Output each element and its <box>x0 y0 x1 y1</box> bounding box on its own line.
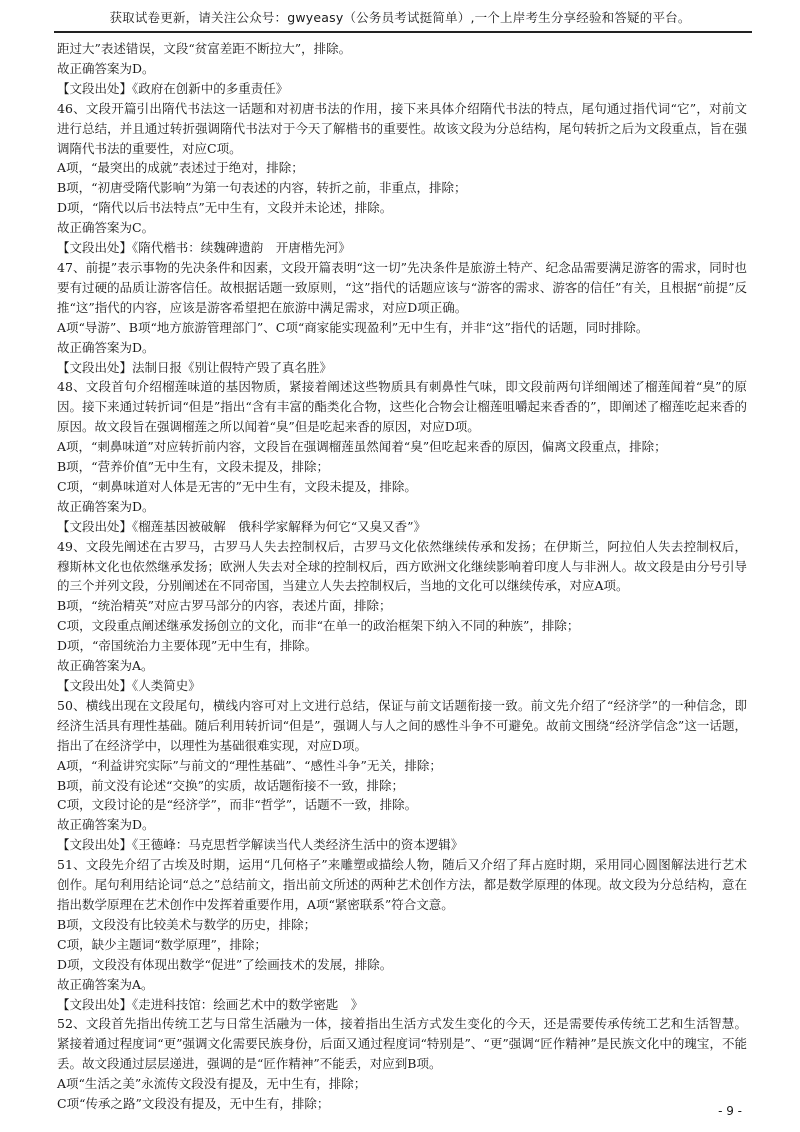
option-analysis: C项，“刺鼻味道对人体是无害的”无中生有，文段未提及，排除。 <box>57 478 417 494</box>
option-analysis: A项，“最突出的成就”表述过于绝对，排除； <box>57 160 304 176</box>
text-line: 距过大”表述错误，文段“贫富差距不断拉大”，排除。 <box>57 41 352 56</box>
source-line: 【文段出处】《隋代楷书：续魏碑遗韵 开唐楷先河》 <box>57 240 351 256</box>
question-48-explanation: 48、文段首句介绍榴莲味道的基因物质，紧接着阐述这些物质具有刺鼻性气味，即文段前两句详细阐述了榴莲闻着“臭”的原因。接下来通过转折词“但是”指出“含有丰富的酯类化合物，这些化合物会让榴莲咀嚼起来香香的”，即阐述了榴莲吃起来香的原因。故文段旨在强调榴莲之所以闻着“臭”但是吃起来香的原因，对应D项。 <box>57 379 747 435</box>
option-analysis: B项，“营养价值”无中生有，文段未提及，排除； <box>57 459 329 475</box>
question-46-explanation: 46、文段开篇引出隋代书法这一话题和对初唐书法的作用，接下来具体介绍隋代书法的特点，尾句通过指代词“它”，对前文进行总结，并且通过转折强调隋代书法对于今天了解楷书的重要性。故该文段为分总结构，尾句转折之后为文段重点，旨在强调隋代书法的重要性，对应C项。 <box>57 100 747 156</box>
option-analysis: C项“传承之路”文段没有提及，无中生有，排除； <box>57 1096 330 1112</box>
option-analysis: A项，“刺鼻味道”对应转折前内容，文段旨在强调榴莲虽然闻着“臭”但吃起来香的原因，偏离文段重点，排除； <box>57 439 667 455</box>
page-header: 获取试卷更新，请关注公众号：gwyeasy（公务员考试挺简单）,一个上岸考生分享经验和答疑的平台。 <box>109 10 691 25</box>
answer-line: 故正确答案为A。 <box>57 976 154 992</box>
option-analysis: D项，“帝国统治力主要体现”无中生有，排除。 <box>57 638 318 654</box>
option-analysis: A项“导游”、B项“地方旅游管理部门”、C项“商家能实现盈利”无中生有，并非“这”指代的话题，同时排除。 <box>57 319 649 335</box>
option-analysis: B项，“初唐受隋代影响”为第一句表述的内容，转折之前，非重点，排除； <box>57 180 467 196</box>
answer-line: 故正确答案为C。 <box>57 220 155 236</box>
answer-line: 故正确答案为D。 <box>57 60 155 76</box>
option-analysis: C项，文段讨论的是“经济学”，而非“哲学”，话题不一致，排除。 <box>57 797 418 813</box>
option-analysis: D项，“隋代以后书法特点”无中生有，文段并未论述，排除。 <box>57 200 393 216</box>
source-line: 【文段出处】《走进科技馆：绘画艺术中的数学密匙 》 <box>57 996 364 1012</box>
source-line: 【文段出处】《政府在创新中的多重责任》 <box>57 80 289 96</box>
question-52-explanation: 52、文段首先指出传统工艺与日常生活融为一体，接着指出生活方式发生变化的今天，还是需要传承传统工艺和生活智慧。紧接着通过程度词“更”强调文化需要民族身份，后面又通过程度词“特别是”、“更”强调“匠作精神”是民族文化中的瑰宝，不能丢。故文段通过层层递进，强调的是“匠作精神”不能丢，对应到B项。 <box>57 1016 747 1072</box>
answer-line: 故正确答案为D。 <box>57 498 155 514</box>
question-47-explanation: 47、前提”表示事物的先决条件和因素，文段开篇表明“这一切”先决条件是旅游土特产、纪念品需要满足游客的需求，同时也要有过硬的品质让游客信任。故根据话题一致原则，“这”指代的话题应该与“游客的需求、游客的信任”有关，且根据“前提”反推“这”指代的内容，应该是游客希望把在旅游中满足需求，对应D项正确。 <box>57 259 747 315</box>
document-body <box>57 39 747 1114</box>
answer-line: 故正确答案为A。 <box>57 658 154 674</box>
option-analysis: B项，文段没有比较美术与数学的历史，排除； <box>57 916 317 932</box>
answer-line: 故正确答案为D。 <box>57 339 155 355</box>
source-line: 【文段出处】《榴莲基因被破解 俄科学家解释为何它“又臭又香”》 <box>57 518 427 534</box>
option-analysis: C项，文段重点阐述继承发扬创立的文化，而非“在单一的政治框架下纳入不同的种族”，排除； <box>57 618 580 634</box>
option-analysis: A项，“利益讲究实际”与前文的“理性基础”、“感性斗争”无关，排除； <box>57 757 442 773</box>
option-analysis: C项，缺少主题词“数学原理”，排除； <box>57 936 267 952</box>
source-line: 【文段出处】法制日报《别让假特产毁了真名胜》 <box>57 359 333 375</box>
header-divider <box>54 31 752 33</box>
answer-line: 故正确答案为D。 <box>57 817 155 833</box>
question-50-explanation: 50、横线出现在文段尾句，横线内容可对上文进行总结，保证与前文话题衔接一致。前文先介绍了“经济学”的一种信念，即经济生活具有理性基础。随后利用转折词“但是”，强调人与人之间的感性斗争不可避免。故前文围绕“经济学信念”这一话题，指出了在经济学中，以理性为基础很难实现，对应D项。 <box>57 697 747 753</box>
option-analysis: B项，前文没有论述“交换”的实质，故话题衔接不一致，排除； <box>57 777 404 793</box>
question-49-explanation: 49、文段先阐述在古罗马，古罗马人失去控制权后，古罗马文化依然继续传承和发扬；在伊斯兰，阿拉伯人失去控制权后，穆斯林文化也依然继承发扬；欧洲人失去对全球的控制权后，西方欧洲文化继续影响着印度人与非洲人。故文段是由分号引导的三个并列文段，分别阐述在不同帝国，当建立人失去控制权后，当地的文化可以继续传承，对应A项。 <box>57 538 747 594</box>
source-line: 【文段出处】《人类简史》 <box>57 678 201 693</box>
option-analysis: D项，文段没有体现出数学“促进”了绘画技术的发展，排除。 <box>57 956 393 972</box>
source-line: 【文段出处】《王德峰：马克思哲学解读当代人类经济生活中的资本逻辑》 <box>57 837 464 853</box>
option-analysis: A项“生活之美”永流传文段没有提及，无中生有，排除； <box>57 1076 367 1092</box>
option-analysis: B项，“统治精英”对应古罗马部分的内容，表述片面，排除； <box>57 598 392 614</box>
page-number: - 9 - <box>718 1104 742 1118</box>
question-51-explanation: 51、文段先介绍了古埃及时期，运用“几何格子”来雕塑或描绘人物，随后又介绍了拜占庭时期，采用同心圆图解法进行艺术创作。尾句利用结论词“总之”总结前文，指出前文所述的两种艺术创作方法，都是数学原理的体现。故文段为分总结构，意在指出数学原理在艺术创作中发挥着重要作用，A项“紧密联系”符合文意。 <box>57 857 747 912</box>
